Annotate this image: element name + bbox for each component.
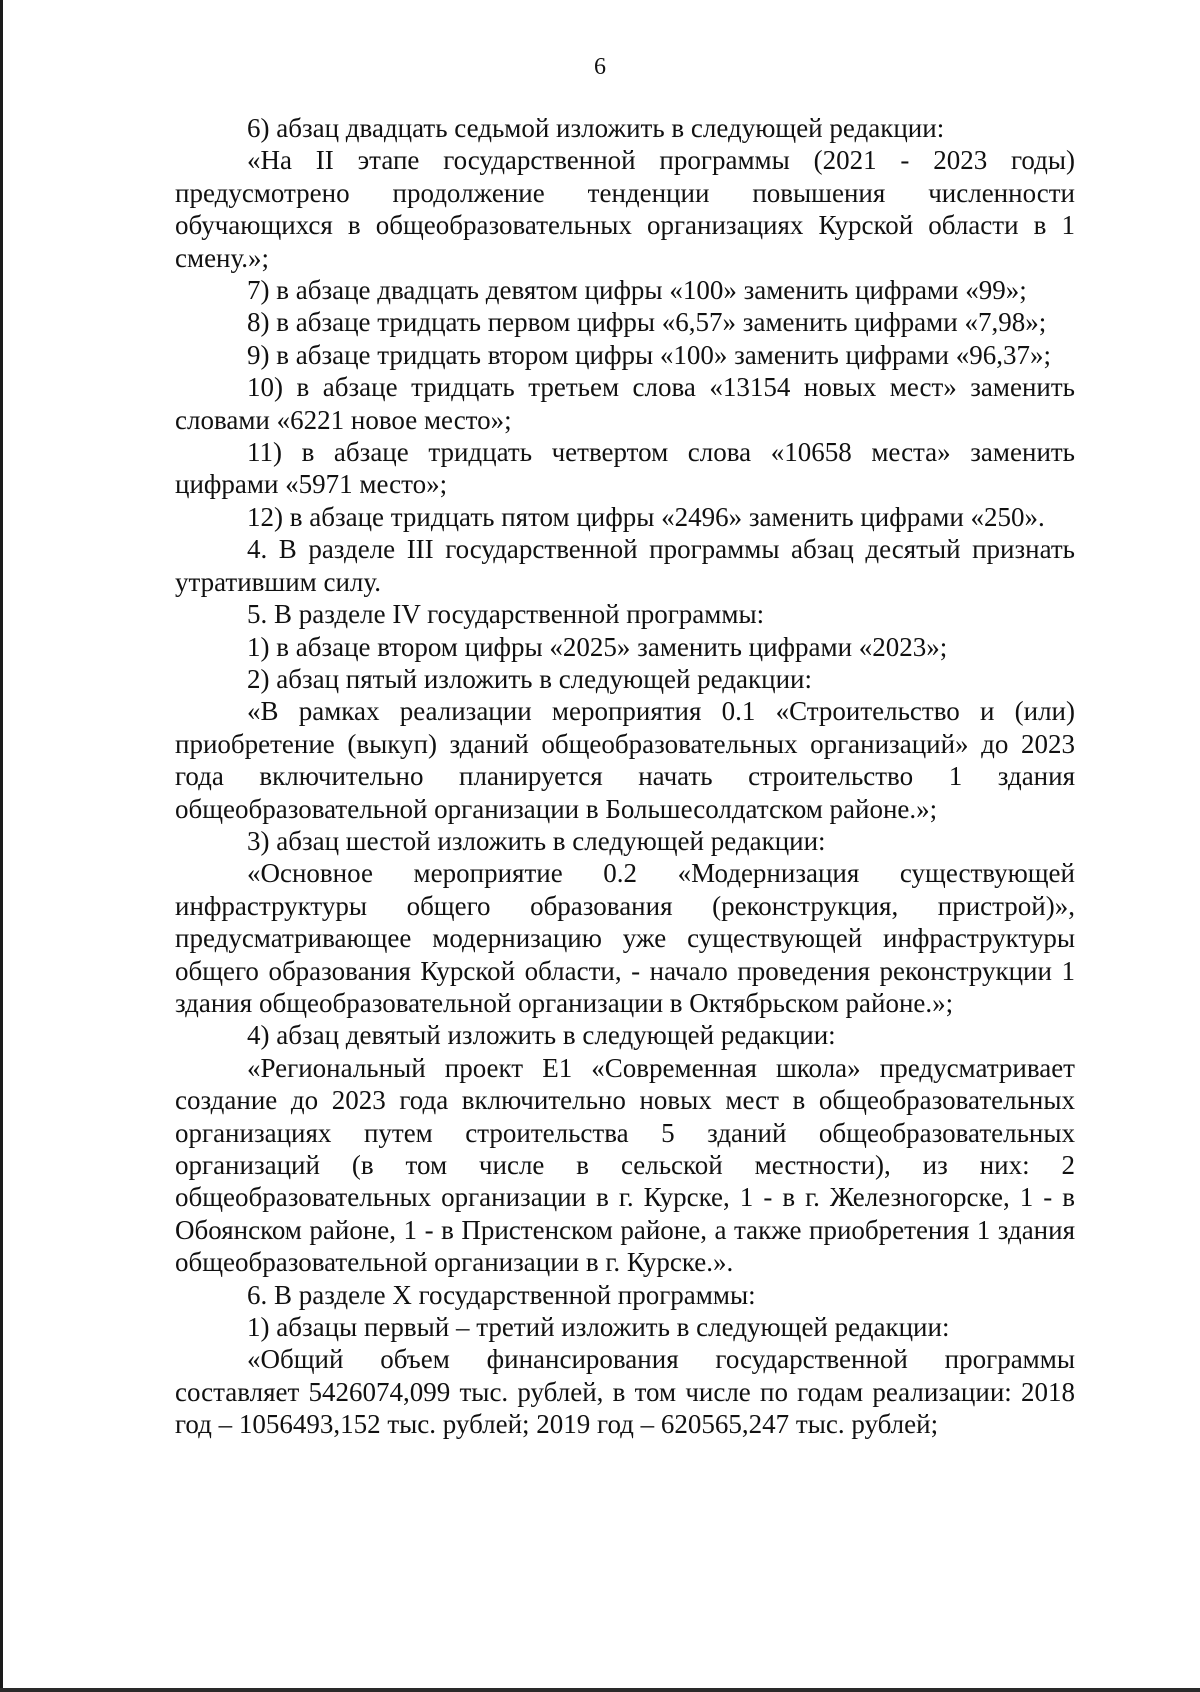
- paragraph: 6) абзац двадцать седьмой изложить в следующей редакции:: [247, 113, 945, 143]
- paragraph: 7) в абзаце двадцать девятом цифры «100» заменить цифрами «99»;: [247, 275, 1027, 306]
- scan-edge-bottom: [0, 1688, 1200, 1692]
- page-number: 6: [594, 54, 606, 80]
- paragraph: «Общий объем финансирования государственной программы составляет 5426074,099 тыс. рублей, в том числе по годам реализации: 2018 год – 1056493,152 тыс. рублей; 2019 год – 620565,247 тыс. рублей;: [175, 1344, 1075, 1440]
- paragraph: 8) в абзаце тридцать первом цифры «6,57» заменить цифрами «7,98»;: [247, 307, 1047, 338]
- scan-edge-left: [0, 0, 3, 1692]
- paragraph: 1) абзацы первый – третий изложить в следующей редакции:: [247, 1312, 950, 1343]
- paragraph: «На II этапе государственной программы (2021 - 2023 годы) предусмотрено продолжение тенденции повышения численности обучающихся в общеобразовательных организациях Курской области в 1 смену.»;: [175, 145, 1075, 273]
- paragraph: 12) в абзаце тридцать пятом цифры «2496» заменить цифрами «250».: [247, 501, 1045, 532]
- paragraph: 4) абзац девятый изложить в следующей редакции:: [247, 1020, 836, 1051]
- paragraph: 4. В разделе III государственной программы абзац десятый признать утратившим силу.: [175, 534, 1075, 597]
- document-body: [175, 112, 1075, 1441]
- paragraph: «Региональный проект Е1 «Современная школа» предусматривает создание до 2023 года включительно новых мест в общеобразовательных организациях путем строительства 5 зданий общеобразовательных организаций (в том числе в сельской местности), из них: 2 общеобразовательных организации в г. Курске, 1 - в г. Железногорске, 1 - в Обоянском районе, 1 - в Пристенском районе, а также приобретения 1 здания общеобразовательной организации в г. Курске.».: [175, 1052, 1075, 1278]
- paragraph: 9) в абзаце тридцать втором цифры «100» заменить цифрами «96,37»;: [247, 339, 1051, 370]
- paragraph: 5. В разделе IV государственной программы:: [247, 599, 765, 630]
- paragraph: 2) абзац пятый изложить в следующей редакции:: [247, 663, 812, 694]
- paragraph: 3) абзац шестой изложить в следующей редакции:: [247, 825, 826, 856]
- paragraph: «В рамках реализации мероприятия 0.1 «Строительство и (или) приобретение (выкуп) зданий общеобразовательных организаций» до 2023 года включительно планируется начать строительство 1 здания общеобразовательной организации в Большесолдатском районе.»;: [175, 696, 1075, 824]
- paragraph: 1) в абзаце втором цифры «2025» заменить цифрами «2023»;: [247, 631, 948, 662]
- paragraph: 6. В разделе Х государственной программы:: [247, 1279, 756, 1310]
- paragraph: 10) в абзаце тридцать третьем слова «13154 новых мест» заменить словами «6221 новое место»;: [175, 372, 1075, 435]
- paragraph: «Основное мероприятие 0.2 «Модернизация существующей инфраструктуры общего образования (реконструкция, пристрой)», предусматривающее модернизацию уже существующей инфраструктуры общего образования Курской области, - начало проведения реконструкции 1 здания общеобразовательной организации в Октябрьском районе.»;: [175, 858, 1075, 1018]
- paragraph: 11) в абзаце тридцать четвертом слова «10658 места» заменить цифрами «5971 место»;: [175, 437, 1075, 500]
